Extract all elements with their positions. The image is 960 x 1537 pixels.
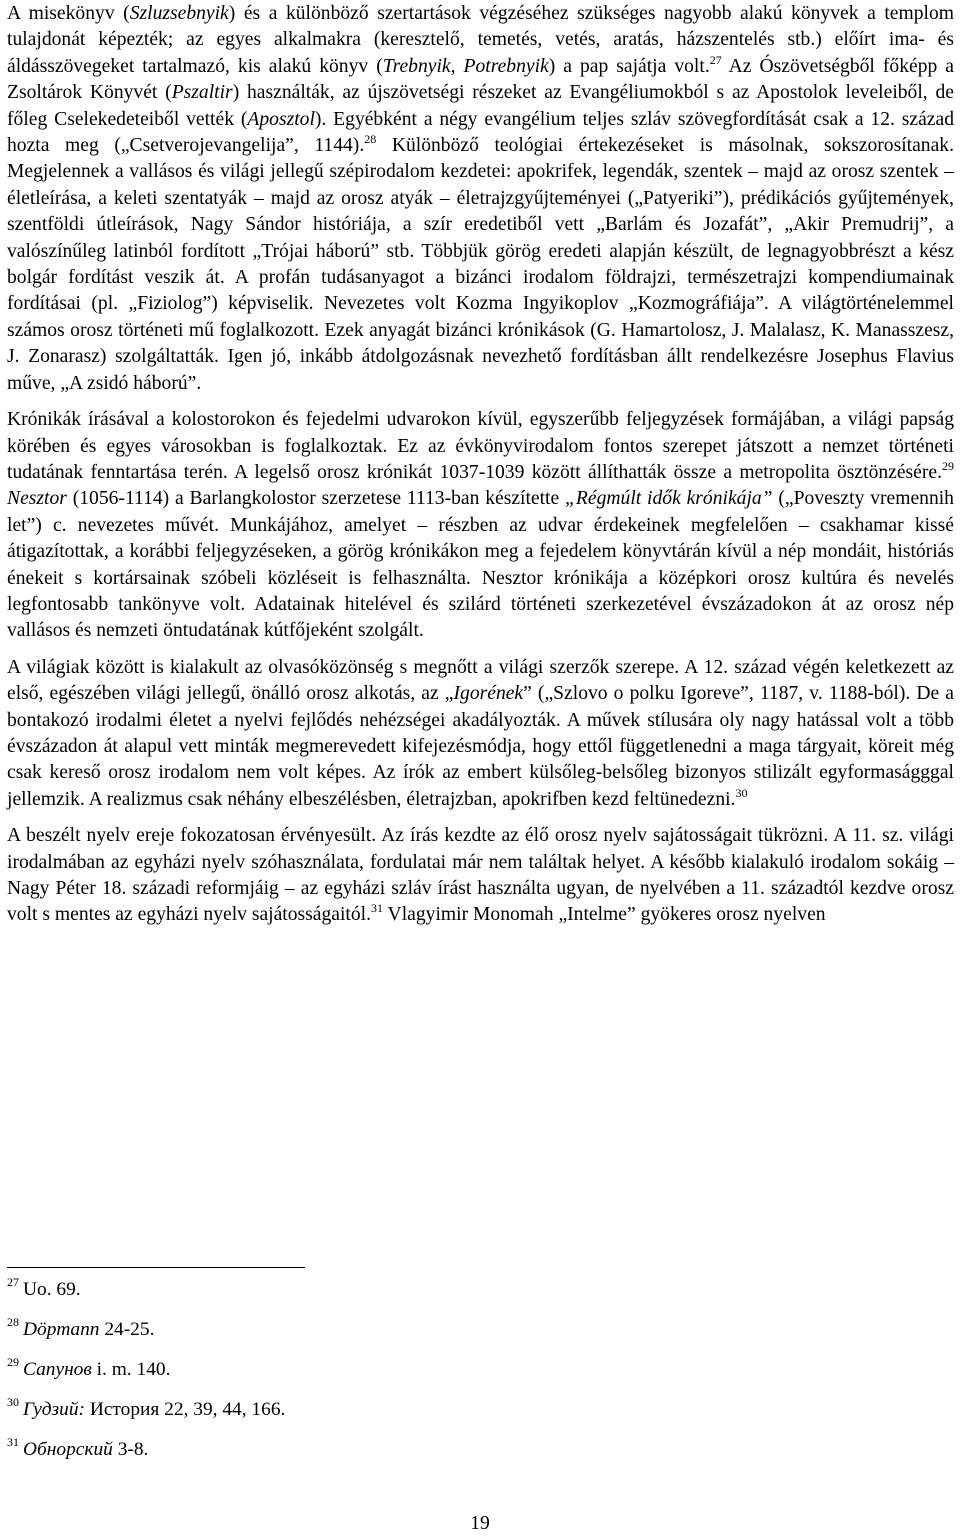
footnote-number: 28 [7, 1315, 19, 1329]
page-number: 19 [470, 1513, 490, 1534]
text-run: („Poveszty vremennih let”) c. nevezetes művét. Munkájához, amelyet – részben az udvar érdekeinek megfelelően – csakhamar kissé átigazítottak, a korábbi feljegyzéseken, a görög krónikákon meg a fejedelem könyvtárán kívül a nép mondáit, históriás énekeit s kortársainak szóbeli közléseit is felhasználta. Nesztor krónikája a középkori orosz kultúra és nevelés legfontosabb tankönyve volt. Adatainak hitelével és szilárd történeti szerkezetével évszázadokon át az orosz nép vallásos és nemzeti öntudatának kútfőjeként szolgált. [7, 488, 954, 642]
footnote-author: Гудзий: [23, 1399, 85, 1420]
footnote [7, 1315, 155, 1341]
document-body [7, 0, 954, 929]
italic-text: Trebnyik, Potrebnyik [382, 55, 549, 77]
footnote-text: Uo. 69. [23, 1279, 81, 1300]
paragraph [7, 407, 954, 645]
paragraph [7, 0, 954, 397]
footnote-ref[interactable]: 27 [709, 52, 722, 67]
footnote-text: История 22, 39, 44, 166. [84, 1399, 286, 1420]
footnote-number: 29 [7, 1355, 19, 1369]
footnote [7, 1435, 149, 1461]
footnote-ref[interactable]: 28 [364, 132, 377, 147]
footnote-ref[interactable]: 29 [942, 458, 954, 473]
text-run: ) használták, az újszövetségi részeket az Evangéliumokból s az Apostolok leveleiből, de főleg Cselekedeteiből vették ( [7, 82, 954, 130]
footnote-author: Сапунов [23, 1359, 92, 1380]
footnote-author: Обнорский [23, 1439, 113, 1460]
footnote-ref[interactable]: 30 [735, 785, 748, 800]
italic-text: Igorének [453, 683, 524, 705]
footnote-number: 30 [7, 1395, 19, 1409]
text-run: Az Ószövetségből főképp a Zsoltárok Könyvét ( [7, 55, 954, 104]
text-run: Krónikák írásával a kolostorokon és fejedelmi udvarokon kívül, egyszerűbb feljegyzések formájában, a világi papság körében és egyes városokban is foglalkoztak. Ez az évkönyvirodalom fontos szerepet játszott a nemzet történeti tudatának fenntartása terén. A legelső orosz krónikát 1037-1039 között állíthatták össze a metropolita ösztönzésére. [7, 409, 954, 483]
italic-text: Pszaltir [171, 82, 233, 104]
text-run: A beszélt nyelv ereje fokozatosan érvényesült. Az írás kezdte az élő orosz nyelv sajátosságait tükrözni. A 11. sz. világi irodalmában az egyházi nyelv szóhasználata, fordulatai már nem találtak helyet. A később kialakuló irodalom sokáig – Nagy Péter 18. századi reformjáig – az egyházi szláv írást használta ugyan, de nyelvében a 11. századtól kezdve orosz volt s mentes az egyházi nyelv sajátosságaitól. [7, 825, 954, 926]
footnote [7, 1275, 81, 1301]
text-run: ” („Szlovo o polku Igoreve”, 1187, v. 1188-ból). De a bontakozó irodalmi életet a nyelvi fejlődés nehézségei akadályozták. A művek stílusára oly nagy hatással volt a több évszázadon át alapul vett minták megmerevedett kifejezésmódja, hogy ettől függetlenedni a maga tárgyait, köreit még csak kereső orosz irodalom nem volt képes. Az írók az embert külsőleg-belsőleg bizonyos stilizált egyformaságggal jellemzik. A realizmus csak néhány elbeszélésben, életrajzban, apokrifben kezd feltünedezni. [7, 683, 955, 810]
text-run: Vlagyimir Monomah „Intelme” gyökeres orosz nyelven [383, 904, 826, 926]
footnote-separator [7, 1267, 305, 1268]
footnote-number: 31 [7, 1435, 19, 1449]
text-run: ). Egyébként a négy evangélium teljes szláv szövegfordítását csak a 12. század hozta meg („Csetverojevangelija”, 1144). [7, 108, 954, 157]
italic-text: Aposztol [247, 108, 315, 130]
text-run: ) a pap sajátja volt. [548, 55, 710, 77]
footnote-ref[interactable]: 31 [371, 901, 384, 916]
text-run: (1056-1114) a Barlangkolostor szerzetese 1113-ban készítette [66, 488, 566, 510]
footnote-text: 3-8. [112, 1439, 149, 1460]
footnote [7, 1395, 286, 1421]
text-run: ) és a különböző szertartások végzéséhez szükséges nagyobb alakú könyvek a templom tulajdonát képezték; az egyes alkalmakra (keresztelő, temetés, vetés, aratás, házszentelés stb.) előírt ima- és áldásszövegeket tartalmazó, kis alakú könyv ( [7, 3, 954, 77]
paragraph [7, 823, 954, 929]
footnote-text: 24-25. [99, 1319, 155, 1340]
paragraph [7, 655, 954, 813]
footnote-text: i. m. 140. [91, 1359, 171, 1380]
footnote [7, 1355, 171, 1381]
italic-text: Szluzsebnyik [129, 3, 229, 24]
italic-text: Nesztor [7, 488, 67, 510]
footnote-author: Döpmann [23, 1319, 100, 1340]
text-run: A misekönyv ( [7, 3, 130, 24]
text-run: Különböző teológiai értekezéseket is másolnak, sokszorosítanak. Megjelennek a vallásos és világi jellegű szépirodalom kezdetei: apokrifek, legendák, szentek – majd az orosz szentek – életleírása, a keleti szentatyák – majd az orosz atyák – életrajzgyűjteményei („Patyeriki”), prédikációs gyűjtemények, szentföldi útleírások, Nagy Sándor históriája, a szír eredetiből vett „Barlám és Jozafát”, „Akir Premudrij”, a valószínűleg latinból fordított „Trójai háború” stb. Többjük görög eredeti alapján készült, de legnagyobbrészt a kész bolgár fordítást veszik át. A profán tudásanyagot a bizánci irodalom földrajzi, természetrajzi kompendiumainak fordításai (pl. „Fiziolog”) képviselik. Nevezetes volt Kozma Ingyikoplov „Kozmográfiája”. A világtörténelemmel számos orosz történeti mű foglalkozott. Ezek anyagát bizánci krónikások (G. Hamartolosz, J. Malalasz, K. Manasszesz, J. Zonarasz) szolgáltatták. Igen jó, inkább átdolgozásnak nevezhető fordításban állt rendelkezésre Josephus Flavius műve, „A zsidó háború”. [7, 135, 954, 394]
italic-text: „Régmúlt idők krónikája” [565, 488, 773, 510]
footnote-number: 27 [7, 1275, 19, 1289]
text-run: A világiak között is kialakult az olvasóközönség s megnőtt a világi szerzők szerepe. A 12. század végén keletkezett az első, egészében világi jellegű, önálló orosz alkotás, az „ [7, 656, 954, 705]
